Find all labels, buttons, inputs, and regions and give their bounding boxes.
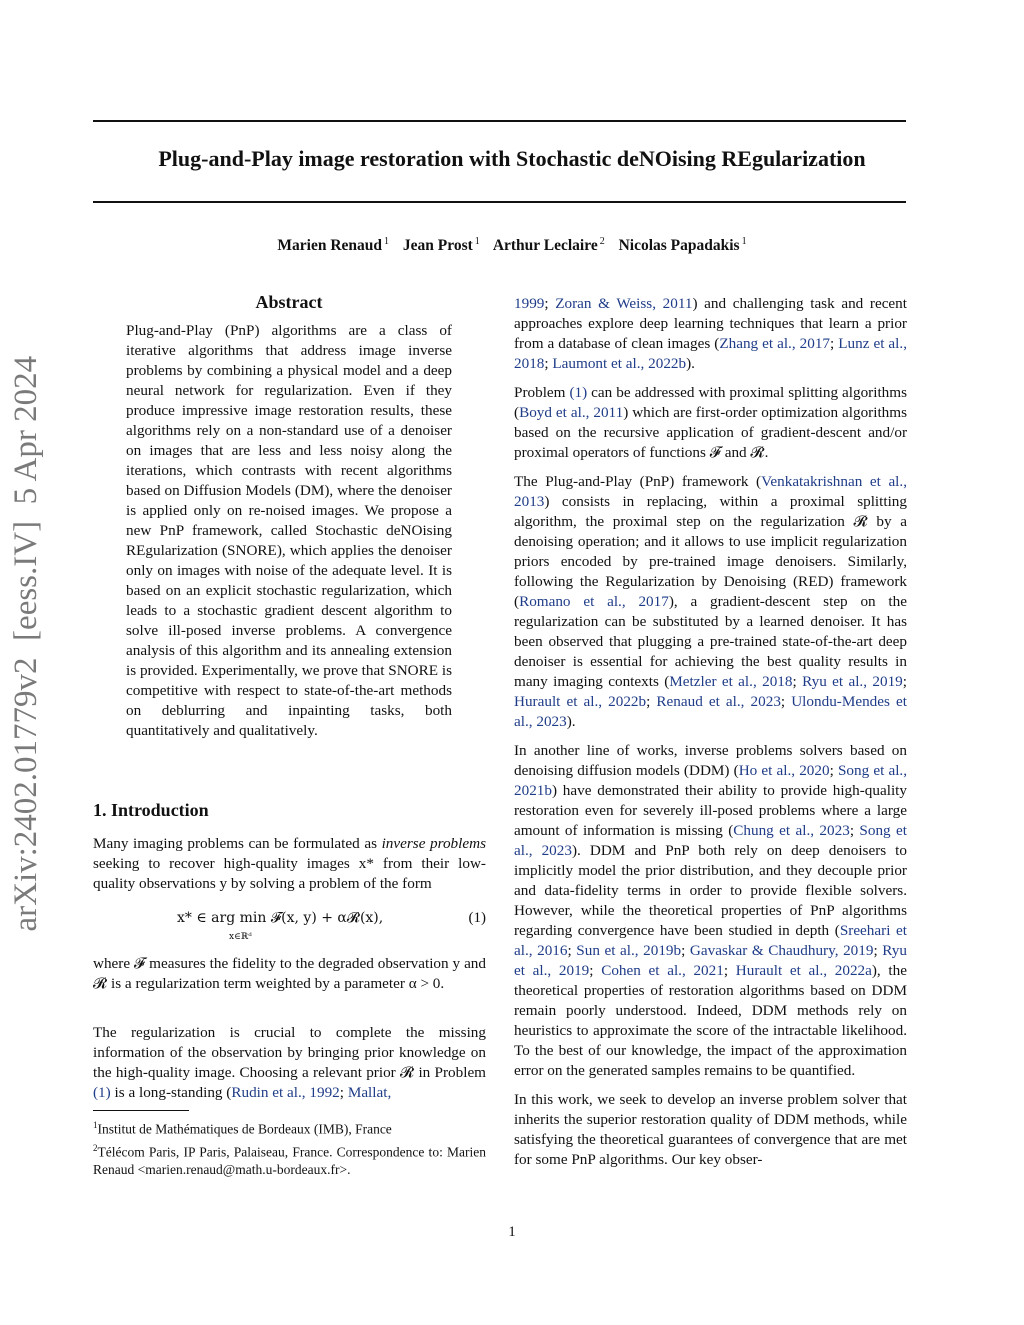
- right-paragraph-3: In another line of works, inverse problems solvers based on denoising diffusion models (DDM) (Ho et al., 2020; Song et al., 2021b) have demonstrated their ability to provide high-quality restoration even for severely ill-posed problems where a large amount of information is missing (Chung et al., 2023; Song et al., 2023). DDM and PnP both rely on deep denoisers to implicitly model the prior distribution, and they decouple prior and data-fidelity terms in order to provide flexible solvers. However, while the theoretical properties of PnP algorithms regarding convergence have been studied in depth (Sreehari et al., 2016; Sun et al., 2019b; Gavaskar & Chaudhury, 2019; Ryu et al., 2019; Cohen et al., 2021; Hurault et al., 2022a), the theoretical properties of restoration algorithms based on DDM remain poorly understood. Indeed, DDM methods rely on heuristics to approximate the score of the intractable likelihood. To the best of our knowledge, the impact of the approximation error on the generated samples remains to be quantified.: [514, 742, 908, 1079]
- right-paragraph-1: [514, 383, 907, 463]
- equation-expression: x* ∈ arg min 𝓕(x, y) + α𝓡(x),: [177, 910, 384, 926]
- intro-text: The regularization is crucial to complete the missing information of the observation by bringing prior knowledge on the high-quality image. Choosing a relevant prior 𝓡 in Problem: [93, 1024, 486, 1081]
- citation-link[interactable]: Metzler et al., 2018: [669, 673, 793, 690]
- right-paragraph-0: 1999; Zoran & Weiss, 2011) and challenging task and recent approaches explore deep learning techniques that learn a prior from a database of clean images (Zhang et al., 2017; Lunz et al., 2018; Laumont et al., 2022b).: [514, 295, 907, 372]
- footnote-rule: [93, 1110, 189, 1111]
- body-text: ) which are first-order optimization algorithms based on the recursive application of gradient-descent and/or proximal operators of functions 𝓕 and 𝓡.: [514, 404, 907, 461]
- citation-link[interactable]: Zoran & Weiss, 2011: [555, 295, 693, 312]
- body-text: Problem: [514, 384, 570, 401]
- citation-link[interactable]: Boyd et al., 2011: [519, 404, 624, 421]
- citation-link[interactable]: Renaud et al., 2023: [656, 693, 781, 710]
- paper-title: Plug-and-Play image restoration with Stochastic deNOising REgularization: [158, 146, 866, 171]
- author-name: Jean Prost: [402, 237, 473, 254]
- footnote-affiliation-1: Institut de Mathématiques de Bordeaux (IMB), France: [97, 1121, 392, 1137]
- author-name: Arthur Leclaire: [492, 237, 598, 254]
- body-text: ).: [566, 713, 576, 730]
- footnote: $^1$Institut de Mathématiques de Bordeaux (IMB), France $^2$Télécom Paris, IP Paris, Palaiseau, France. Correspondence to: Marien Renaud <marien.renaud@math.u-bordeaux.fr>.: [93, 1120, 486, 1177]
- intro-text: seeking to recover high-quality images x* from their low-quality observations y by solving a problem of the form: [93, 855, 486, 892]
- equation-subscript: x∈ℝᵈ: [229, 932, 252, 942]
- body-text: ) and challenging task and recent approaches explore deep learning techniques that learn a prior from a database of clean images (: [514, 295, 907, 352]
- body-text: can be addressed with proximal splitting algorithms (: [514, 384, 907, 421]
- right-paragraph-2: The Plug-and-Play (PnP) framework (Venkatakrishnan et al., 2013) consists in replacing, within a proximal splitting algorithm, the proximal step on the regularization 𝓡 by a denoising operation; and it allows to use implicit regularization priors encoded by pre-trained image denoisers. Similarly, following the Regularization by Denoising (RED) framework (Romano et al., 2017), a gradient-descent step on the regularization can be substituted by a learned denoiser. It has been observed that plugging a pre-trained state-of-the-art deep denoiser is essential for achieving the best quality results in many imaging contexts (Metzler et al., 2018; Ryu et al., 2019; Hurault et al., 2022b; Renaud et al., 2023; Ulondu-Mendes et al., 2023).: [514, 473, 907, 730]
- author-affiliation: 1: [474, 236, 480, 247]
- citation-link[interactable]: Song et al., 2023: [514, 822, 907, 859]
- citation-link[interactable]: Cohen et al., 2021: [601, 962, 724, 979]
- citation-link[interactable]: Hurault et al., 2022b: [514, 693, 647, 710]
- arxiv-identifier: arXiv:2402.01779v2 [eess.IV] 5 Apr 2024: [8, 355, 44, 932]
- body-text: ). DDM and PnP both rely on deep denoisers to implicitly model the prior distribution, and they decouple prior and data-fidelity terms in order to provide flexible solvers. However, while the theoretical properties of PnP algorithms regarding convergence have been studied in depth (: [514, 842, 907, 939]
- author-name: Marien Renaud: [277, 237, 383, 254]
- author-affiliation: 1: [741, 236, 747, 247]
- citation-link[interactable]: Chung et al., 2023: [733, 822, 850, 839]
- citation-link[interactable]: Ryu et al., 2019: [802, 673, 903, 690]
- right-column: [514, 294, 907, 1179]
- citation-link[interactable]: Song et al., 2021b: [514, 762, 908, 799]
- citation-link[interactable]: Laumont et al., 2022b: [552, 355, 687, 372]
- body-text: The Plug-and-Play (PnP) framework (: [514, 473, 762, 490]
- body-text: ), a gradient-descent step on the regularization can be substituted by a learned denoiser. It has been observed that plugging a pre-trained state-of-the-art deep denoiser is essential for achieving the best quality results in many imaging contexts (: [514, 593, 907, 690]
- body-text: ).: [686, 355, 695, 372]
- author-affiliation: 2: [599, 236, 605, 247]
- equation-reference-link[interactable]: (1): [569, 384, 588, 401]
- citation-link[interactable]: Sun et al., 2019b: [576, 942, 682, 959]
- intro-paragraph-1: [93, 834, 486, 894]
- citation-link[interactable]: Romano et al., 2017: [519, 593, 669, 610]
- citation-link[interactable]: Mallat,: [347, 1084, 392, 1101]
- body-text: ) have demonstrated their ability to provide high-quality restoration even for severely ill-posed problems where a large amount of information is missing (: [514, 782, 907, 839]
- abstract-heading: Abstract: [255, 292, 323, 312]
- citation-link[interactable]: Gavaskar & Chaudhury, 2019: [689, 942, 874, 959]
- author-affiliation: 1: [384, 236, 390, 247]
- footnote-affiliation-2: Télécom Paris, IP Paris, Palaiseau, France. Correspondence to: Marien Renaud <marien.renaud@math.u-bordeaux.fr>.: [93, 1144, 486, 1177]
- citation-separator: ;: [339, 1084, 348, 1101]
- body-text: ), the theoretical properties of restoration algorithms based on DDM remain poorly understood. Indeed, DDM methods rely on heuristics to approximate the score of the intractable likelihood. To the best of our knowledge, the impact of the approximation error on the generated samples remains to be quantified.: [514, 962, 907, 1079]
- body-text: In another line of works, inverse problems solvers based on denoising diffusion models (DDM) (: [514, 742, 907, 779]
- citation-link[interactable]: Sreehari et al., 2016: [514, 922, 907, 959]
- abstract-text: Plug-and-Play (PnP) algorithms are a class of iterative algorithms that address image inverse problems by combining a physical model and a deep neural network for regularization. Even if they produce impressive image restoration results, these algorithms rely on a non-standard use of a denoiser on images that are less and less noisy along the iterations, which contrasts with recent algorithms based on Diffusion Models (DM), where the denoiser is applied only on re-noised images. We propose a new PnP framework, called Stochastic deNOising REgularization (SNORE), which applies the denoiser only on images with noise of the adequate level. It is based on an explicit stochastic regularization, which leads to a stochastic gradient descent algorithm to solve ill-posed inverse problems. A convergence analysis of this algorithm and its annealing extension is provided. Experimentally, we prove that SNORE is competitive with respect to state-of-the-art methods on deblurring and inpainting tasks, both quantitatively and qualitatively.: [126, 322, 452, 739]
- page-number: 1: [508, 1224, 516, 1240]
- intro-paragraph-3: [93, 1023, 486, 1103]
- citation-link[interactable]: 1999: [514, 295, 545, 312]
- arxiv-stamp: [8, 61, 63, 932]
- body-text: ) consists in replacing, within a proximal splitting algorithm, the proximal step on the regularization 𝓡 by a denoising operation; and it allows to use implicit regularization priors encoded by pre-trained image denoisers. Similarly, following the Regularization by Denoising (RED) framework (: [514, 493, 907, 610]
- citation-link[interactable]: Venkatakrishnan et al., 2013: [514, 473, 907, 510]
- equation-reference-link[interactable]: (1): [93, 1084, 111, 1101]
- intro-emphasis: inverse problems: [381, 835, 486, 852]
- right-paragraph-4: In this work, we seek to develop an inverse problem solver that inherits the superior restoration quality of DDM methods, while satisfying the theoretical guarantees of convergence that are met for some PnP algorithms. Our key obser-: [514, 1091, 907, 1168]
- equation-number: (1): [468, 910, 486, 926]
- intro-paragraph-2: where 𝓕 measures the fidelity to the degraded observation y and 𝓡 is a regularization term weighted by a parameter α > 0.: [93, 955, 486, 992]
- intro-text: is a long-standing (: [110, 1084, 232, 1101]
- title-bottom-rule: [93, 201, 906, 203]
- author-list: [0, 236, 1024, 255]
- citation-link[interactable]: Lunz et al., 2018: [514, 335, 907, 372]
- citation-link[interactable]: Rudin et al., 1992: [231, 1084, 340, 1101]
- equation-1: [93, 906, 486, 946]
- citation-link[interactable]: Ryu et al., 2019: [514, 942, 907, 979]
- author-name: Nicolas Papadakis: [618, 237, 740, 254]
- citation-link[interactable]: Hurault et al., 2022a: [735, 962, 872, 979]
- citation-link[interactable]: Zhang et al., 2017: [719, 335, 831, 352]
- intro-text: Many imaging problems can be formulated as: [93, 835, 382, 852]
- citation-link[interactable]: Ho et al., 2020: [738, 762, 830, 779]
- section-heading-introduction: 1. Introduction: [93, 800, 209, 820]
- title-top-rule: [93, 120, 906, 122]
- citation-link[interactable]: Ulondu-Mendes et al., 2023: [514, 693, 907, 730]
